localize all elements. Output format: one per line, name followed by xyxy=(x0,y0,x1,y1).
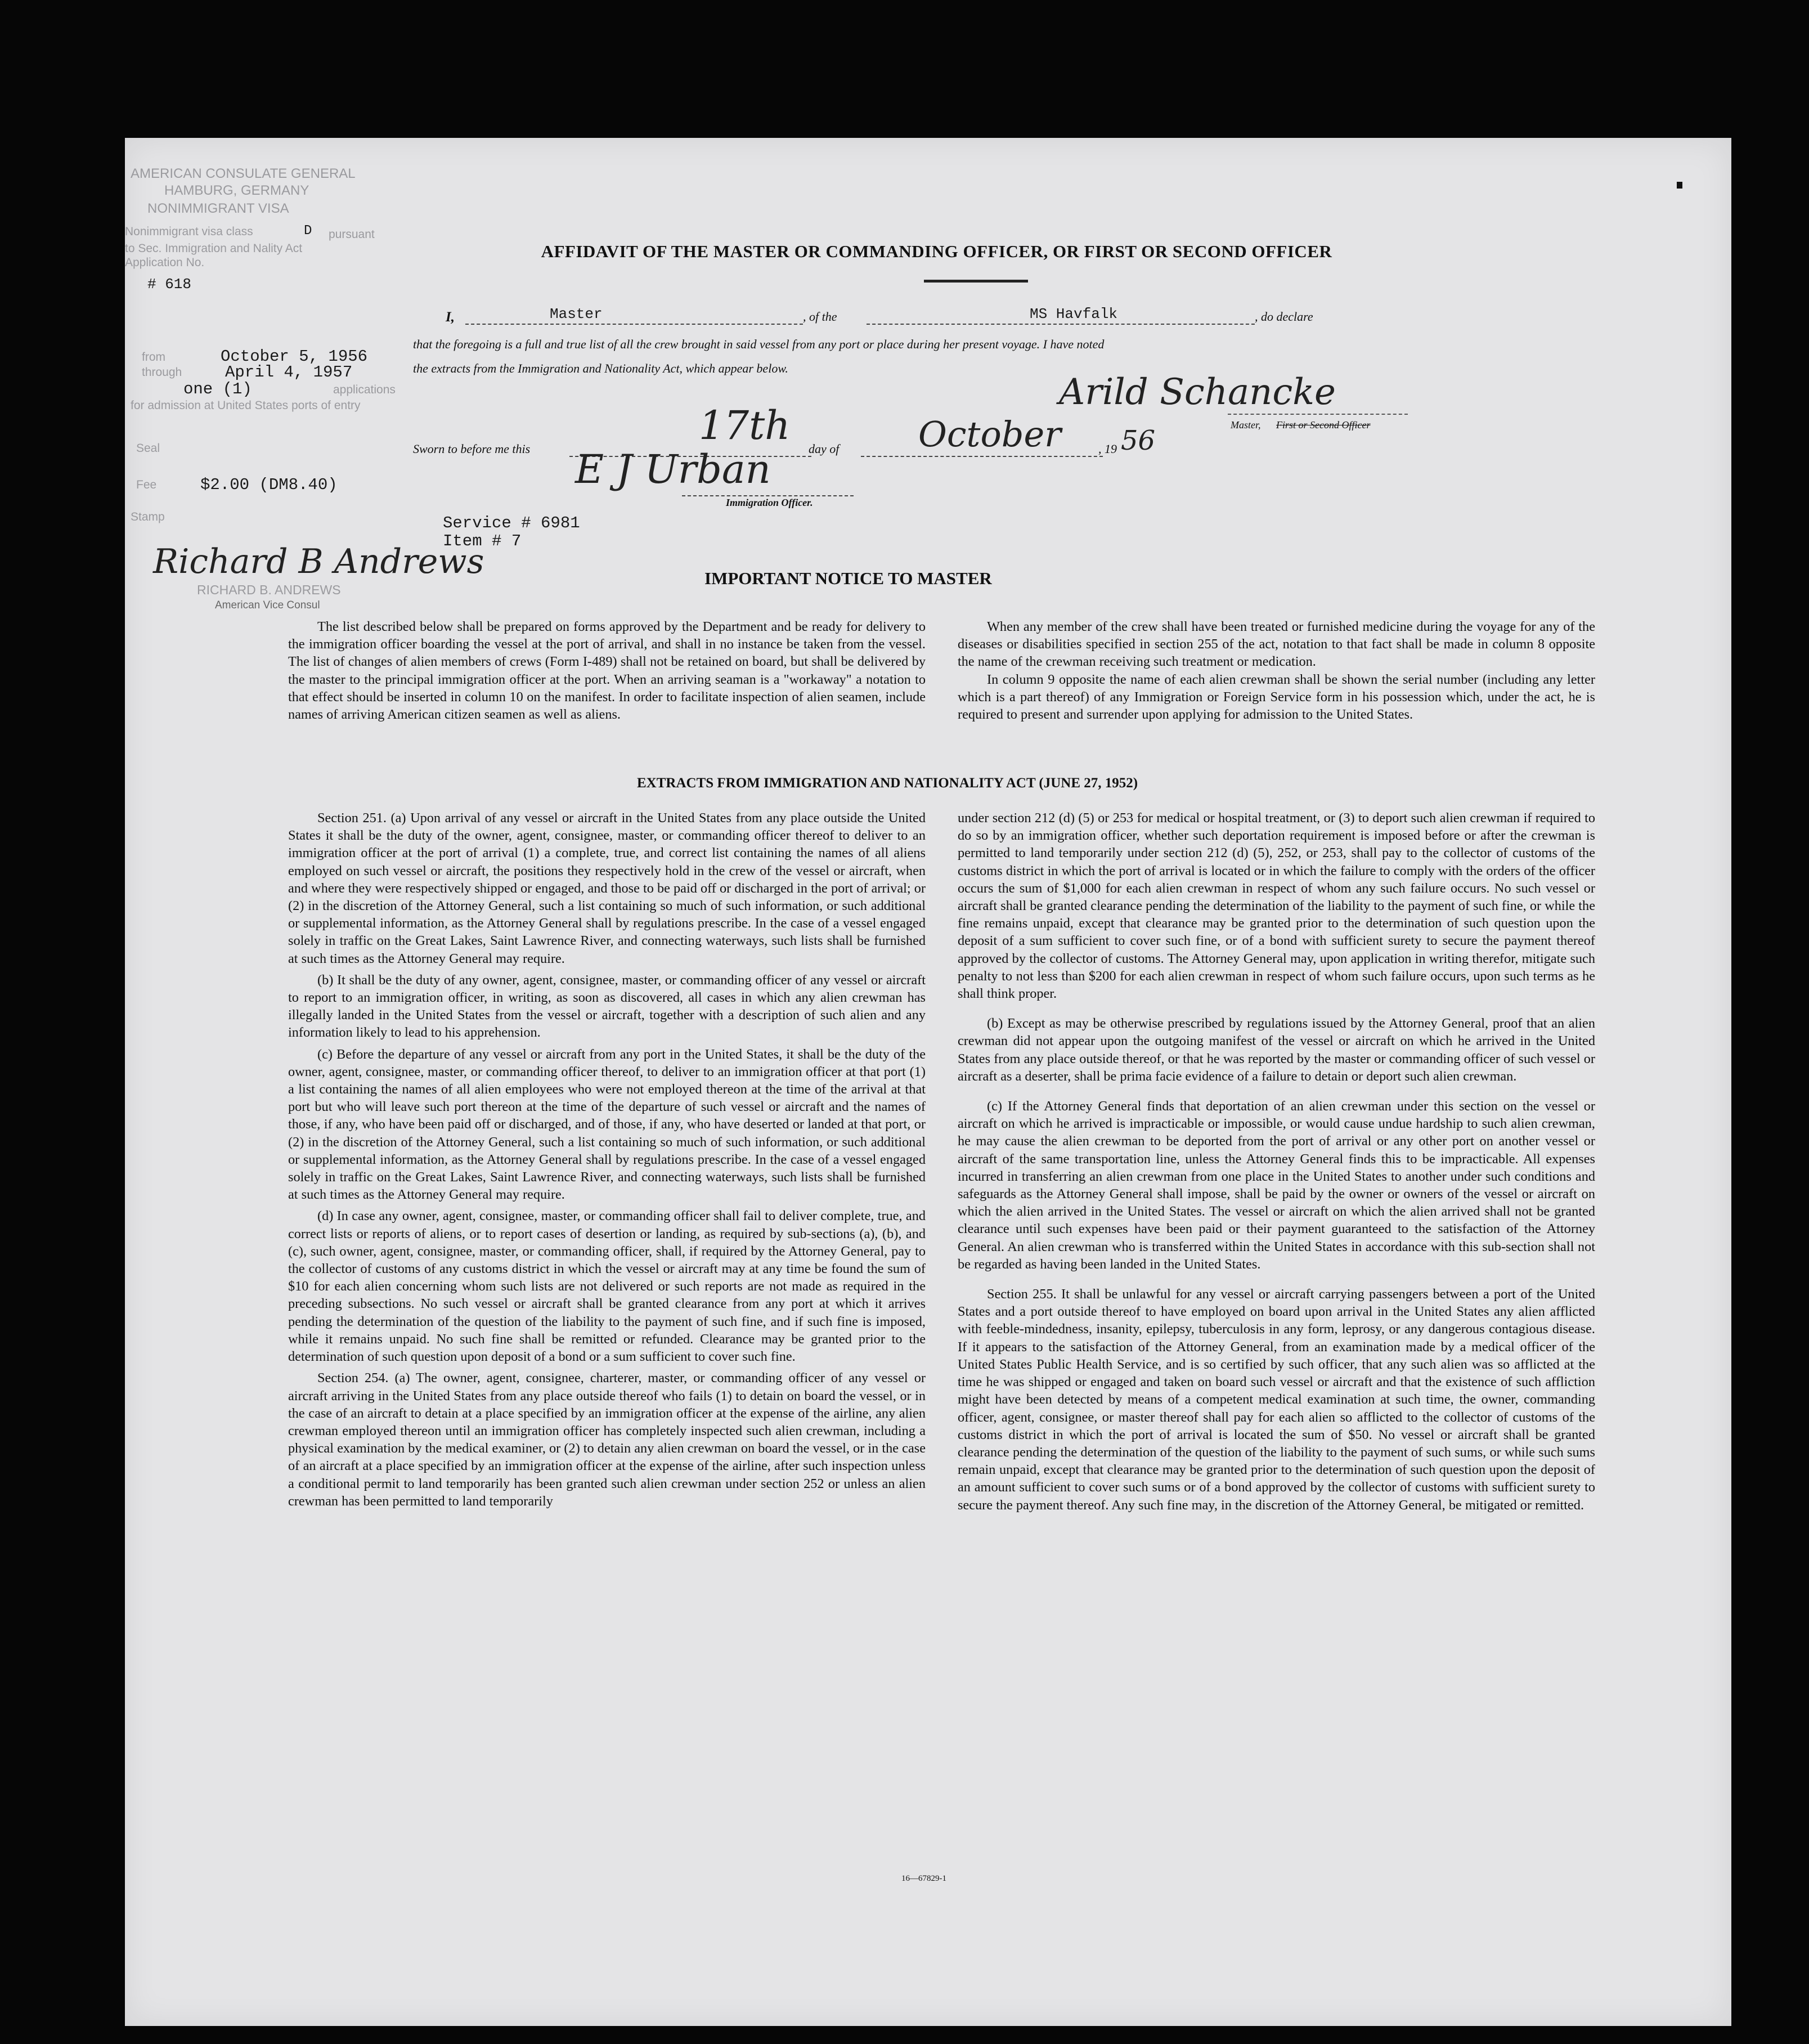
extracts-left-column xyxy=(288,809,926,1514)
section-251-d: (d) In case any owner, agent, consignee, master, or commanding officer shall fail to deliver complete, true, and correct lists or reports of aliens, or to report cases of desertion or landing, as required by sub-sections (a), (b), and (c), such owner, agent, consignee, master, or commanding officer, shall, if required by the Attorney General, pay to the collector of customs of any customs district in which the vessel or aircraft may at any time be found the sum of $10 for each alien concerning whom such lists are not delivered or such reports are not made as required in the preceding subsections. No such vessel or aircraft shall be granted clearance from any port at which it arrives pending the determination of the question of the liability to the payment of such fine, and if such fine is imposed, while it remains unpaid. No such fine shall be remitted or refunded. Clearance may be granted prior to the determination of such question upon deposit of a bond or a sum sufficient to cover such fine. xyxy=(288,1208,926,1365)
notice-right-paragraph-2: In column 9 opposite the name of each alien crewman shall be shown the serial number (including any letter which is a part thereof) of any Immigration or Foreign Service form in his possession which, under the act, he is required to present and surrender upon applying for admission to the United States. xyxy=(958,671,1595,723)
visa-pursuant: pursuant xyxy=(329,228,375,241)
consulate-stamp-line2: HAMBURG, GERMANY xyxy=(164,183,309,198)
section-251-b: (b) It shall be the duty of any owner, agent, consignee, master, or commanding officer of any vessel or aircraft to report to an immigration officer, in writing, as soon as discovered, all cases in which any alien crewman has illegally landed in the United States from the vessel or aircraft, together with a description of such alien and any information likely to lead to his apprehension. xyxy=(288,972,926,1041)
affidavit-line3: the extracts from the Immigration and Nationality Act, which appear below. xyxy=(413,361,788,375)
section-255: Section 255. It shall be unlawful for any vessel or aircraft carrying passengers between a port of the United States and a port outside thereof to have employed on board upon arrival in the United States any alien afflicted with feeble-mindedness, insanity, epilepsy, tuberculosis in any form, leprosy, or any dangerous contagious disease. If it appears to the satisfaction of the Attorney General, from an examination made by a medical officer of the United States Public Health Service, and is so certified by such officer, that any such alien was so afflicted at the time he was shipped or engaged and taken on board such vessel or aircraft and that the existence of such affliction might have been detected by means of a competent medical examination at such time, the owner, commanding officer, agent, consignee, or master thereof shall pay for each alien so afflicted to the collector of customs of the customs district in which the port of arrival is located the sum of $50. No vessel or aircraft shall be granted clearance pending the determination of the question of the liability to the payment of such sums, or while such sums remain unpaid, except that clearance may be granted prior to the determination of such question upon the deposit of an amount sufficient to cover such sums or of a bond approved by the collector of customs with sufficient surety to secure the payment thereof. Any such fine may, in the discretion of the Attorney General, be mitigated or remitted. xyxy=(958,1287,1595,1513)
visa-number: # 618 xyxy=(147,276,192,293)
consul-signature: Richard B Andrews xyxy=(153,542,484,581)
day-of-label: day of xyxy=(809,442,840,456)
master-caption-b: First or Second Officer xyxy=(1276,419,1371,431)
sworn-label: Sworn to before me this xyxy=(413,442,531,456)
section-254-c: (c) If the Attorney General finds that deportation of an alien crewman under this section on the vessel or aircraft on which he arrived is impracticable or impossible, or would cause undue hardship to such alien crewman, he may cause the alien crewman to be deported from the port of arrival or any other port on another vessel or aircraft of the same transportation line, unless the Attorney General finds this to be impracticable. All expenses incurred in transferring an alien crewman from one place in the United States to another under such conditions and safeguards as the Attorney General shall impose, shall be paid by the owner or owners of the vessel or aircraft on which the alien arrived in the United States. The vessel or aircraft on which the alien arrived shall not be granted clearance until such expenses have been paid or their payment guaranteed to the satisfaction of the Attorney General. An alien crewman who is transferred within the United States in accordance with this sub-section shall not be regarded as having been landed in the United States. xyxy=(958,1099,1595,1272)
notice-right-paragraph-1: When any member of the crew shall have been treated or furnished medicine during the voyage for any of the diseases or disabilities specified in section 255 of the act, notation to that fact shall be made in column 8 opposite the name of the crewman receiving such treatment or medication. xyxy=(958,619,1595,670)
stamp-label: Stamp xyxy=(131,510,165,523)
master-caption-a: Master, xyxy=(1231,419,1261,431)
affidavit-title: AFFIDAVIT OF THE MASTER OR COMMANDING OFFICER, OR FIRST OR SECOND OFFICER xyxy=(541,241,1332,261)
seal-label: Seal xyxy=(136,442,160,455)
notice-left-column xyxy=(288,618,926,727)
section-254-a-continued: under section 212 (d) (5) or 253 for medical or hospital treatment, or (3) to deport such alien crewman if required to do so by an immigration officer, whether such deportation requirement is imposed before or after the crewman is permitted to land temporarily under section 212 (d) (5), 252, or 253, shall pay to the collector of customs of the customs district in which the port of arrival is located or in which the failure to comply with the orders of the officer occurs the sum of $1,000 for each alien crewman in respect of whom any such failure occurs. No such vessel or aircraft shall be granted clearance pending the determination of the liability to the payment of such fine, or while the fine remains unpaid, except that clearance may be granted prior to the determination of such question upon the deposit of a sum sufficient to cover such fine, or of a bond with sufficient surety to secure the payment thereof approved by the collector of customs. The Attorney General may, upon application in writing therefor, mitigate such penalty to not less than $200 for each alien crewman in respect of whom such failure occurs, upon such terms as he shall think proper. xyxy=(958,810,1595,1002)
year-value: 56 xyxy=(1121,425,1156,456)
service-number: Service # 6981 xyxy=(443,514,580,532)
title-rule xyxy=(924,280,1028,283)
fee-value: $2.00 (DM8.40) xyxy=(200,476,338,494)
master-value: Master xyxy=(550,306,603,322)
visa-through-label: through xyxy=(142,366,182,379)
immigration-officer-line xyxy=(682,478,854,496)
affidavit-line2: that the foregoing is a full and true list of all the crew brought in said vessel from any port or place during her present voyage. I have noted xyxy=(413,337,1105,351)
of-the-label: , of the xyxy=(803,310,837,324)
document-page xyxy=(125,138,1731,2026)
visa-ports-line: for admission at United States ports of entry xyxy=(131,399,361,412)
fee-label: Fee xyxy=(136,478,157,491)
consulate-visa-type: NONIMMIGRANT VISA xyxy=(147,201,289,216)
immigration-officer-caption: Immigration Officer. xyxy=(726,497,813,508)
visa-class-value: D xyxy=(304,223,312,239)
item-number: Item # 7 xyxy=(443,532,522,550)
visa-from-label: from xyxy=(142,351,165,364)
master-signature: Arild Schancke xyxy=(1059,371,1336,413)
section-251-c: (c) Before the departure of any vessel or aircraft from any port in the United States, it shall be the duty of the owner, agent, consignee, master, or commanding officer thereof, to deliver to an immigration officer at that port (1) a list containing the names of all alien employees who were not employed thereon at the time of the arrival at that port but who will leave such port thereon at the time of the departure of such vessel or aircraft and the names of those, if any, who have been paid off or discharged, and of those, if any, who have deserted or landed at that port, or (2) in the discretion of the Attorney General, such a list containing so much of such information, or such additional or supplemental information, as the Attorney General shall by regulations prescribe. In the case of a vessel engaged solely in traffic on the Great Lakes, Saint Lawrence River, and connecting waterways, such lists shall be furnished at such times as the Attorney General may require. xyxy=(288,1046,926,1203)
form-code: 16—67829-1 xyxy=(901,1874,946,1883)
visa-applications-count: one (1) xyxy=(183,380,252,398)
immigration-officer-signature: E J Urban xyxy=(575,446,771,492)
notice-heading: IMPORTANT NOTICE TO MASTER xyxy=(704,568,992,588)
consul-name: RICHARD B. ANDREWS xyxy=(197,582,341,597)
day-value: 17th xyxy=(699,402,791,449)
year-prefix: , 19 xyxy=(1098,442,1117,456)
visa-through-date: April 4, 1957 xyxy=(225,363,353,382)
visa-applications-label: applications xyxy=(333,383,396,396)
notice-right-column xyxy=(958,618,1595,727)
visa-from-date: October 5, 1956 xyxy=(221,347,368,366)
section-254-b: (b) Except as may be otherwise prescribed by regulations issued by the Attorney General, proof that an alien crewman did not appear upon the outgoing manifest of the vessel or aircraft on which he arrived in the United States from any place outside thereof, or that he was reported by the master or commanding officer of such vessel or aircraft as a deserter, shall be prima facie evidence of a failure to detain or deport such alien crewman. xyxy=(958,1016,1595,1084)
affidavit-i-label: I, xyxy=(446,310,455,325)
visa-application-label: Application No. xyxy=(125,256,205,269)
consul-title: American Vice Consul xyxy=(215,599,320,611)
extracts-right-column xyxy=(958,809,1595,1518)
do-declare-label: , do declare xyxy=(1255,310,1313,324)
vessel-value: MS Havfalk xyxy=(1030,306,1118,322)
master-signature-line xyxy=(1228,397,1408,415)
notice-left-paragraph: The list described below shall be prepared on forms approved by the Department and be ready for delivery to the immigration officer boarding the vessel at the port of arrival, and shall in no instance be taken from the vessel. The list of changes of alien members of crews (Form I-489) shall not be retained on board, but shall be delivered by the master to the principal immigration officer at the port. When an arriving seaman is a "workaway" a notation to that effect should be inserted in column 10 on the manifest. In order to facilitate inspection of alien seamen, include names of arriving American citizen seamen as well as aliens. xyxy=(288,619,926,723)
consulate-stamp-line1: AMERICAN CONSULATE GENERAL xyxy=(131,166,356,181)
visa-class-label: Nonimmigrant visa class xyxy=(125,225,253,238)
section-254-a: Section 254. (a) The owner, agent, consignee, charterer, master, or commanding officer of any vessel or aircraft arriving in the United States from any place outside thereof who fails (1) to detain on board the vessel, or in the case of an aircraft to detain at a place specified by an immigration officer at the expense of the airline, any alien crewman employed thereon until an immigration officer has completely inspected such alien crewman, including a physical examination by the medical examiner, or (2) to detain any alien crewman on board the vessel, or in the case of an aircraft at a place specified by an immigration officer at the expense of the airline, after such inspection unless a conditional permit to land temporarily has been granted such alien crewman under section 252 or unless an alien crewman has been permitted to land temporarily xyxy=(288,1370,926,1509)
master-field xyxy=(465,307,803,325)
section-251-a: Section 251. (a) Upon arrival of any vessel or aircraft in the United States from any place outside the United States it shall be the duty of the owner, agent, consignee, master, or commanding officer thereof to deliver to an immigration officer at the port of arrival (1) a complete, true, and correct list containing the names of all aliens employed on such vessel or aircraft, the positions they respectively hold in the crew of the vessel or aircraft, when and where they were respectively shipped or engaged, and those to be paid off or discharged in the port of arrival; or (2) in the discretion of the Attorney General, such a list containing so much of such information, or such additional or supplemental information, as the Attorney General shall by regulations prescribe. In the case of a vessel engaged solely in traffic on the Great Lakes, Saint Lawrence River, and connecting waterways, such lists shall be furnished at such times as the Attorney General may require. xyxy=(288,810,926,966)
extracts-heading: EXTRACTS FROM IMMIGRATION AND NATIONALITY ACT (JUNE 27, 1952) xyxy=(637,776,1138,791)
month-value: October xyxy=(918,414,1061,455)
corner-mark xyxy=(1677,182,1682,189)
visa-act-line: to Sec. Immigration and Nality Act xyxy=(125,242,303,255)
